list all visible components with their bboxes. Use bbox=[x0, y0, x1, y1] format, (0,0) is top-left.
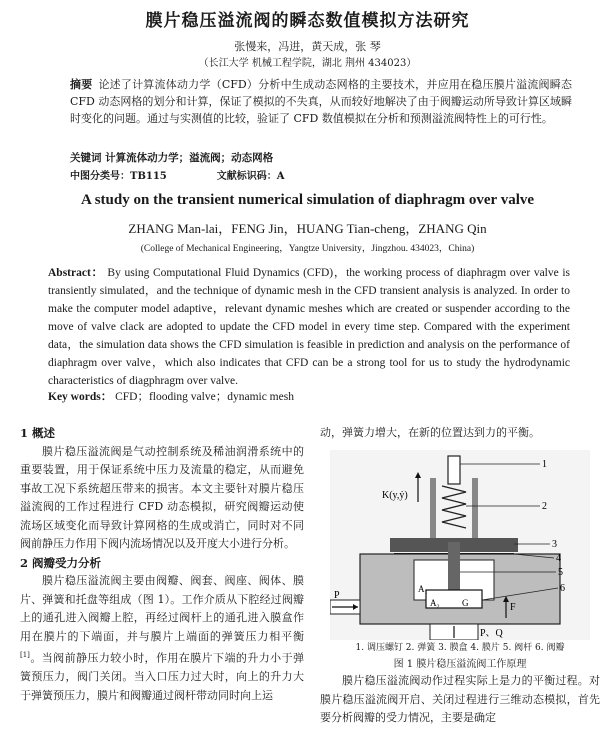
label-6: 6 bbox=[560, 583, 565, 594]
english-authors: ZHANG Man-lai，FENG Jin，HUANG Tian-cheng，ZHANG Qin bbox=[128, 221, 487, 236]
english-keywords-label: Key words： bbox=[48, 391, 113, 403]
section-1-paragraph: 膜片稳压溢流阀是气动控制系统及稀油润滑系统中的重要装置，用于保证系统中压力及流量的稳定，从而避免事故工况下系统超压带来的损害。本文主要针对膜片稳压溢流阀的工作过程进行 CFD 动态模拟，研究阀瓣运动使流场区域变化而导致计算网格的生成或消亡，同时对不同阀前静压力作用下阀内流场情况以及开度大小进行分析。 bbox=[20, 444, 304, 550]
paper-title: 膜片稳压溢流阀的瞬态数值模拟方法研究 bbox=[145, 11, 470, 31]
english-affiliation: (College of Mechanical Engineering，Yangtze University，Jingzhou. 434023，China) bbox=[140, 244, 475, 254]
abstract-cn-label: 摘要 bbox=[70, 78, 93, 91]
label-3: 3 bbox=[552, 539, 557, 550]
label-k: K(y,ẏ) bbox=[382, 490, 408, 501]
valve-diagram bbox=[330, 450, 590, 640]
class-number: 中图分类号：TB115 bbox=[70, 171, 167, 182]
section-1-heading: 1 概述 bbox=[20, 426, 56, 440]
label-a2: A₂ bbox=[430, 598, 440, 608]
english-abstract-label: Abstract： bbox=[48, 267, 104, 279]
label-f: F bbox=[510, 602, 516, 613]
abstract-cn-text: 论述了计算流体动力学（CFD）分析中生成动态网格的主要技术，并应用在稳压膜片溢流阀瞬态 CFD 动态网格的划分和计算，保证了模拟的不失真，从而较好地解决了由于阀瓣运动所导致计算区域瞬时变化的问题。通过与实测值的比较，验证了 CFD 数值模拟在分析和预测溢流阀特性上的可行性。 bbox=[70, 78, 572, 125]
bonnet-wall-right bbox=[472, 478, 478, 540]
label-pq: P、Q bbox=[480, 628, 503, 639]
label-5: 5 bbox=[558, 567, 563, 578]
figure-legend: 1. 调压螺钉 2. 弹簧 3. 膜盒 4. 膜片 5. 阀杆 6. 阀瓣 bbox=[355, 643, 565, 653]
bonnet-wall-left bbox=[430, 478, 436, 540]
abstract-cn bbox=[70, 76, 572, 127]
section-2-paragraph bbox=[20, 572, 304, 705]
section-2-heading: 2 阀瓣受力分析 bbox=[20, 555, 102, 570]
citation-ref: [1] bbox=[20, 651, 30, 659]
english-keywords bbox=[48, 388, 294, 404]
label-p1: P bbox=[334, 590, 340, 601]
english-abstract-text: By using Computational Fluid Dynamics (CFD)，the working process of diaphragm over valve is transiently simulated，and the technique of dynamic mesh in the CFD transient analysis is analyzed. In order to make the computer model adaptive，relevant dynamic meshes which are created or suspender according to the move of valve clack are adopted to update the CFD model in every time step. Compared with the experiment data，the simulation data shows the CFD simulation is feasible in prediction and analysis on the performance of diaphragm over valve，which also indicates that CFD can be a strong tool for us to study the hydrodynamic characteristics of diagphragm over valve. bbox=[48, 267, 571, 387]
figure-caption: 图 1 膜片稳压溢流阀工作原理 bbox=[393, 659, 527, 670]
classification bbox=[70, 167, 335, 182]
right-column-bottom: 膜片稳压溢流阀动作过程实际上是力的平衡过程。对膜片稳压溢流阀开启、关闭过程进行三维动态模拟，首先要分析阀瓣的受力情况，主要是确定 bbox=[320, 674, 600, 724]
english-keywords-text: CFD；flooding valve；dynamic mesh bbox=[115, 391, 294, 403]
keywords-cn: 关键词 计算流体动力学；溢流阀；动态网格 bbox=[70, 152, 274, 164]
english-title: A study on the transient numerical simulation of diaphragm over valve bbox=[80, 192, 535, 208]
section-2-text-a: 膜片稳压溢流阀主要由阀瓣、阀套、阀座、阀体、膜片、弹簧和托盘等组成（图 1）。工作介质从下腔经过阀瓣上的通孔进入阀瓣上腔，再经过阀杆上的通孔进入膜盒作用在膜片的下端面，并与膜片上端面的弹簧压力相平衡 bbox=[20, 574, 304, 643]
adjust-screw bbox=[448, 456, 460, 484]
right-column-top: 动，弹簧力增大，在新的位置达到力的平衡。 bbox=[320, 426, 540, 439]
label-4: 4 bbox=[556, 553, 561, 564]
label-1: 1 bbox=[542, 459, 547, 470]
label-2: 2 bbox=[542, 501, 547, 512]
section-2-text-b: 。当阀前静压力较小时，作用在膜片下端的升力小于弹簧预压力，阀门关闭。当入口压力过大时，向上的升力大于弹簧预压力，膜片和阀瓣通过阀杆带动同时向上运 bbox=[20, 651, 304, 702]
authors: 张慢来，冯进，黄天成，张 琴 bbox=[234, 40, 381, 53]
document-code: 文献标识码：A bbox=[216, 171, 285, 182]
label-g: G bbox=[462, 598, 469, 608]
english-abstract bbox=[48, 264, 570, 390]
left-column bbox=[20, 424, 304, 705]
affiliation: （长江大学 机械工程学院，湖北 荆州 434023） bbox=[198, 58, 417, 69]
label-a1: A₁ bbox=[418, 584, 428, 594]
